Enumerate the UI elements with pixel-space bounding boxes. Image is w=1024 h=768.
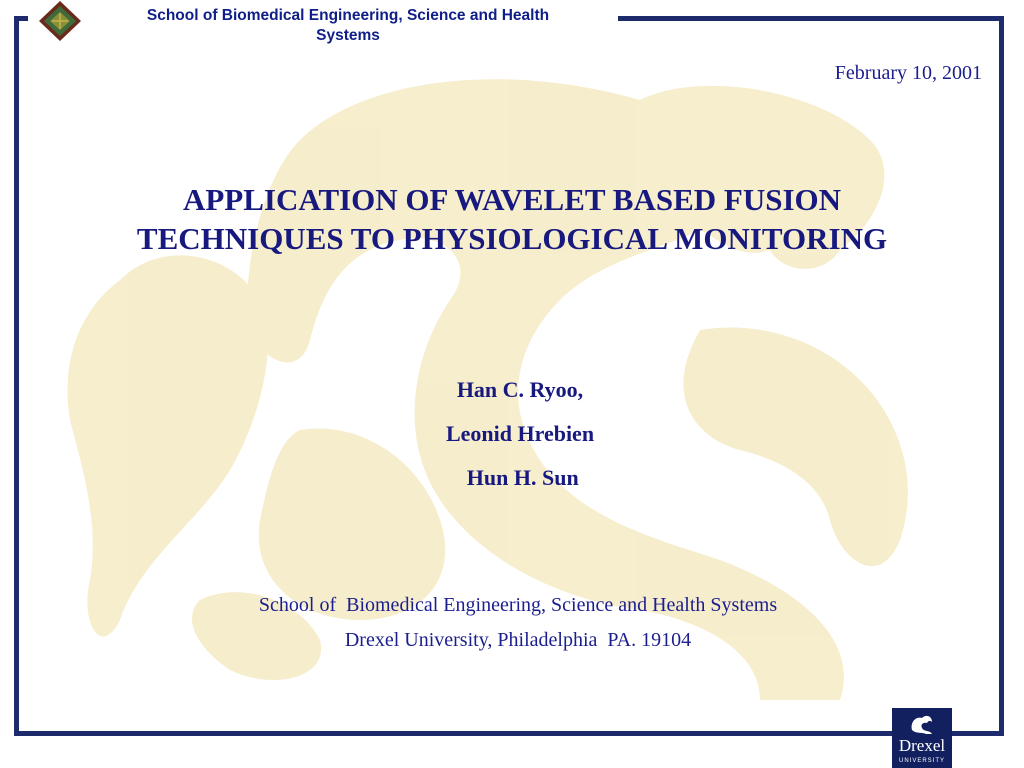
header-org-line1: School of Biomedical Engineering, Science and Health	[146, 7, 550, 24]
title-line2: TECHNIQUES TO PHYSIOLOGICAL MONITORING	[136, 221, 888, 256]
affiliation-line2: Drexel University, Philadelphia PA. 19104	[344, 629, 692, 651]
dragon-icon	[906, 712, 938, 736]
slide-title	[40, 180, 984, 258]
author-name: Han C. Ryoo,	[456, 377, 584, 402]
author-name: Leonid Hrebien	[445, 421, 595, 446]
title-line1: APPLICATION OF WAVELET BASED FUSION	[182, 182, 842, 217]
drexel-logo-word: Drexel	[898, 736, 946, 755]
drexel-logo	[892, 708, 952, 768]
affiliation	[100, 588, 936, 658]
school-logo-icon	[38, 0, 82, 42]
presentation-date: February 10, 2001	[834, 62, 982, 84]
author-list	[240, 368, 800, 500]
affiliation-line1: School of Biomedical Engineering, Science and Health Systems	[258, 594, 778, 616]
header-org-line2: Systems	[316, 27, 380, 44]
header-organization	[78, 6, 618, 46]
drexel-logo-sub: UNIVERSITY	[898, 758, 945, 764]
author-name: Hun H. Sun	[461, 465, 579, 490]
